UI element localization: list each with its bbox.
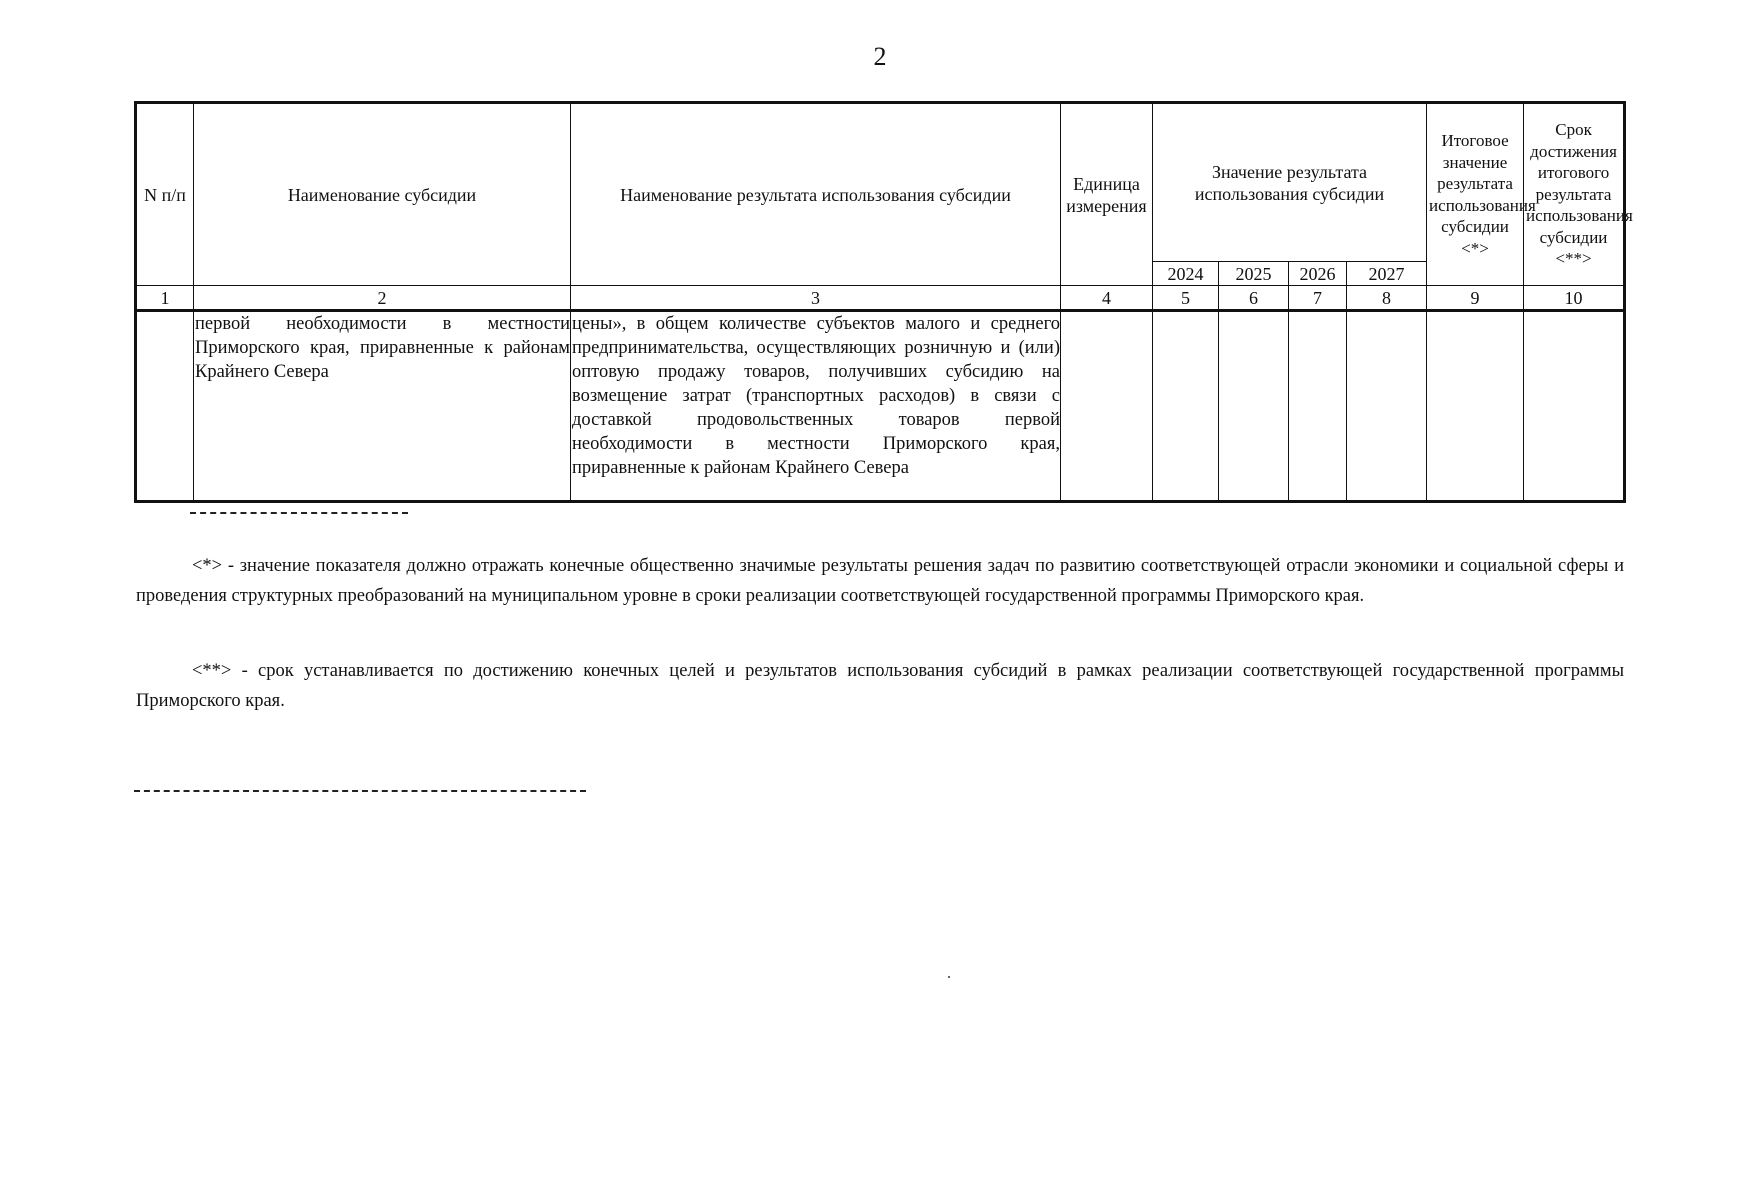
column-number: 8: [1347, 286, 1427, 311]
header-subsidy-name: Наименование субсидии: [194, 103, 571, 286]
row-value-2025: [1219, 311, 1289, 502]
column-number-row: [136, 286, 1625, 311]
header-result-name: Наименование результата использования субсидии: [571, 103, 1061, 286]
scan-speck: [948, 976, 950, 978]
header-final-value: Итоговое значение результата использования субсидии <*>: [1427, 103, 1524, 286]
row-subsidy-name: первой необходимости в местности Приморского края, приравненные к районам Крайнего Севера: [194, 311, 571, 502]
row-value-2026: [1289, 311, 1347, 502]
header-row: [136, 103, 1625, 262]
header-number: N п/п: [136, 103, 194, 286]
row-unit: [1061, 311, 1153, 502]
row-value-2027: [1347, 311, 1427, 502]
row-final-value: [1427, 311, 1524, 502]
column-number: 9: [1427, 286, 1524, 311]
page-number: 2: [873, 42, 887, 71]
row-result-name: цены», в общем количестве субъектов малого и среднего предпринимательства, осуществляющих розничную и (или) оптовую продажу товаров, получивших субсидию на возмещение затрат (транспортных расходов) в связи с доставкой продовольственных товаров первой необходимости в местности Приморского края, приравненные к районам Крайнего Севера: [571, 311, 1061, 502]
header-year-2024: 2024: [1153, 262, 1219, 286]
column-number: 6: [1219, 286, 1289, 311]
header-year-2025: 2025: [1219, 262, 1289, 286]
row-value-2024: [1153, 311, 1219, 502]
footnote-separator: [190, 512, 408, 514]
header-value-group: Значение результата использования субсидии: [1153, 103, 1427, 262]
column-number: 1: [136, 286, 194, 311]
column-number: 2: [194, 286, 571, 311]
column-number: 3: [571, 286, 1061, 311]
header-year-2027: 2027: [1347, 262, 1427, 286]
end-separator: [134, 790, 586, 792]
row-number: [136, 311, 194, 502]
header-deadline: Срок достижения итогового результата использования субсидии <**>: [1524, 103, 1625, 286]
column-number: 7: [1289, 286, 1347, 311]
column-number: 5: [1153, 286, 1219, 311]
row-deadline: [1524, 311, 1625, 502]
header-year-2026: 2026: [1289, 262, 1347, 286]
footnote-final-value: <*> - значение показателя должно отражать конечные общественно значимые результаты решения задач по развитию соответствующей отрасли экономики и социальной сферы и проведения структурных преобразований на муниципальном уровне в сроки реализации соответствующей государственной программы Приморского края.: [136, 556, 1624, 606]
column-number: 10: [1524, 286, 1625, 311]
footnote-deadline: <**> - срок устанавливается по достижению конечных целей и результатов использования субсидий в рамках реализации соответствующей государственной программы Приморского края.: [136, 661, 1624, 711]
table-row: [136, 311, 1625, 502]
header-unit: Единица измерения: [1061, 103, 1153, 286]
subsidy-results-table: [134, 101, 1633, 503]
column-number: 4: [1061, 286, 1153, 311]
